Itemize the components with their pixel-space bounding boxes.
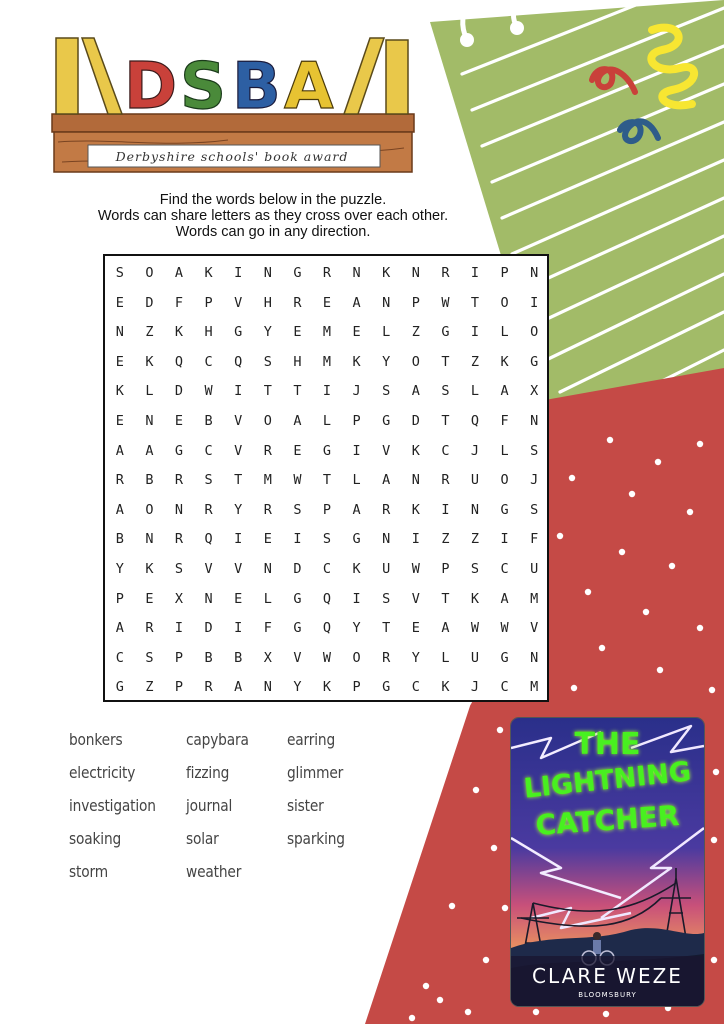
grid-letter[interactable]: E (115, 294, 124, 311)
grid-letter[interactable]: P (174, 679, 184, 696)
grid-letter[interactable]: K (441, 679, 450, 696)
grid-letter[interactable]: M (263, 472, 272, 489)
grid-letter[interactable]: V (234, 442, 243, 459)
grid-letter[interactable]: S (382, 383, 391, 400)
grid-letter[interactable]: I (530, 294, 539, 311)
word-list-item: capybara (186, 730, 249, 749)
grid-letter[interactable]: N (530, 413, 539, 429)
grid-letter[interactable]: E (115, 413, 124, 429)
grid-letter[interactable]: D (174, 383, 184, 400)
grid-letter[interactable]: O (500, 472, 509, 489)
word-list-item: earring (287, 730, 336, 749)
grid-letter[interactable]: B (145, 472, 154, 489)
book-cover (510, 717, 705, 1007)
logo-letter-a: A (284, 50, 334, 124)
grid-letter[interactable]: F (174, 294, 184, 311)
grid-letter[interactable]: N (411, 472, 420, 489)
grid-letter[interactable]: A (293, 413, 302, 429)
grid-letter[interactable]: B (115, 531, 124, 548)
grid-row (105, 672, 547, 702)
grid-letter[interactable]: I (234, 620, 243, 637)
grid-letter[interactable]: N (530, 649, 539, 666)
grid-letter[interactable]: L (500, 442, 509, 459)
grid-letter[interactable]: X (263, 649, 272, 666)
grid-letter[interactable]: Y (115, 561, 124, 577)
grid-letter[interactable]: L (263, 590, 272, 607)
grid-letter[interactable]: K (411, 442, 420, 459)
grid-letter[interactable]: P (441, 561, 450, 577)
grid-letter[interactable]: L (322, 413, 332, 429)
grid-letter[interactable]: M (530, 590, 539, 607)
grid-letter[interactable]: T (441, 413, 450, 429)
grid-letter[interactable]: Z (145, 324, 154, 341)
grid-letter[interactable]: G (293, 265, 302, 281)
grid-letter[interactable]: O (352, 649, 361, 666)
grid-letter[interactable]: G (322, 442, 332, 459)
grid-letter[interactable]: H (204, 324, 213, 341)
grid-letter[interactable]: W (293, 472, 302, 489)
grid-letter[interactable]: G (234, 324, 243, 341)
grid-letter[interactable]: V (234, 413, 243, 429)
grid-letter[interactable]: R (263, 442, 272, 459)
grid-letter[interactable]: A (174, 265, 184, 281)
grid-letter[interactable]: E (234, 590, 243, 607)
grid-letter[interactable]: A (115, 620, 124, 637)
grid-letter[interactable]: O (145, 501, 154, 518)
grid-letter[interactable]: L (145, 383, 154, 400)
grid-letter[interactable]: N (263, 679, 272, 696)
grid-letter[interactable]: L (470, 383, 480, 400)
grid-letter[interactable]: J (530, 472, 539, 489)
word-list-item: storm (69, 862, 108, 881)
grid-letter[interactable]: O (411, 353, 420, 370)
grid-letter[interactable]: Q (174, 353, 184, 370)
grid-letter[interactable]: K (145, 353, 154, 370)
grid-letter[interactable]: R (441, 472, 450, 489)
grid-letter[interactable]: W (470, 620, 480, 637)
grid-letter[interactable]: A (500, 383, 509, 400)
grid-letter[interactable]: H (293, 353, 302, 370)
grid-letter[interactable]: F (530, 531, 539, 548)
grid-letter[interactable]: Z (470, 353, 480, 370)
grid-letter[interactable]: G (352, 531, 361, 548)
grid-row (105, 613, 547, 643)
grid-letter[interactable]: R (293, 294, 302, 311)
grid-letter[interactable]: S (382, 590, 391, 607)
grid-letter[interactable]: T (441, 353, 450, 370)
grid-letter[interactable]: Y (382, 353, 391, 370)
grid-letter[interactable]: G (174, 442, 184, 459)
grid-letter[interactable]: N (263, 265, 272, 281)
grid-letter[interactable]: P (411, 294, 420, 311)
grid-letter[interactable]: C (204, 353, 213, 370)
word-list-item: weather (186, 862, 242, 881)
word-list-item: solar (186, 829, 219, 848)
word-list-item: fizzing (186, 763, 230, 782)
grid-letter[interactable]: N (115, 324, 124, 341)
grid-letter[interactable]: D (411, 413, 420, 429)
word-list-item: sparking (287, 829, 345, 848)
grid-letter[interactable]: V (530, 620, 539, 637)
grid-letter[interactable]: M (530, 679, 539, 696)
grid-letter[interactable]: E (293, 442, 302, 459)
grid-letter[interactable]: N (145, 413, 154, 429)
grid-letter[interactable]: C (204, 442, 213, 459)
logo-letter-s: S (180, 50, 227, 124)
grid-letter[interactable]: K (411, 501, 420, 518)
grid-row (105, 643, 547, 673)
word-list-item: electricity (69, 763, 136, 782)
grid-letter[interactable]: Q (322, 590, 332, 607)
grid-letter[interactable]: W (322, 649, 332, 666)
book-publisher: BLOOMSBURY (578, 991, 637, 999)
grid-letter[interactable]: R (174, 472, 184, 489)
grid-letter[interactable]: E (352, 324, 361, 341)
grid-letter[interactable]: Y (411, 649, 420, 666)
grid-row (105, 288, 547, 318)
grid-letter[interactable]: G (382, 413, 391, 429)
grid-letter[interactable]: F (263, 620, 272, 637)
grid-letter[interactable]: B (204, 413, 213, 429)
grid-letter[interactable]: A (352, 501, 361, 518)
word-list-item: glimmer (287, 763, 344, 782)
grid-letter[interactable]: A (115, 442, 124, 459)
grid-letter[interactable]: R (441, 265, 450, 281)
grid-letter[interactable]: I (470, 324, 480, 341)
grid-row (105, 376, 547, 406)
grid-letter[interactable]: B (204, 649, 213, 666)
grid-letter[interactable]: R (145, 620, 154, 637)
grid-row (105, 406, 547, 436)
grid-letter[interactable]: Q (470, 413, 480, 429)
grid-letter[interactable]: G (115, 679, 124, 696)
book-title-line: LIGHTNING (522, 756, 693, 805)
logo-subtitle: Derbyshire schools' book award (115, 149, 349, 164)
grid-row (105, 524, 547, 554)
grid-letter[interactable]: T (263, 383, 272, 400)
grid-letter[interactable]: S (263, 353, 272, 370)
grid-letter[interactable]: C (441, 442, 450, 459)
grid-letter[interactable]: I (234, 531, 243, 548)
grid-letter[interactable]: W (500, 620, 509, 637)
grid-letter[interactable]: L (500, 324, 509, 341)
grid-letter[interactable]: V (293, 649, 302, 666)
grid-letter[interactable]: Z (411, 324, 420, 341)
instructions (48, 192, 498, 240)
grid-letter[interactable]: K (352, 561, 361, 577)
grid-letter[interactable]: S (145, 649, 154, 666)
grid-letter[interactable]: G (382, 679, 391, 696)
grid-letter[interactable]: U (530, 561, 539, 577)
grid-letter[interactable]: O (500, 294, 509, 311)
grid-letter[interactable]: E (322, 294, 332, 311)
grid-letter[interactable]: N (263, 561, 272, 577)
grid-letter[interactable]: E (411, 620, 420, 637)
grid-letter[interactable]: E (145, 590, 154, 607)
grid-letter[interactable]: K (115, 383, 124, 400)
grid-letter[interactable]: S (470, 561, 480, 577)
grid-letter[interactable]: A (352, 294, 361, 311)
grid-letter[interactable]: G (293, 620, 302, 637)
grid-letter[interactable]: L (441, 649, 450, 666)
word-search-grid[interactable] (103, 254, 549, 702)
grid-letter[interactable]: K (145, 561, 154, 577)
grid-letter[interactable]: E (115, 353, 124, 370)
grid-letter[interactable]: C (411, 679, 420, 696)
grid-letter[interactable]: O (263, 413, 272, 429)
grid-letter[interactable]: V (234, 294, 243, 311)
grid-letter[interactable]: E (263, 531, 272, 548)
grid-letter[interactable]: X (174, 590, 184, 607)
grid-letter[interactable]: E (293, 324, 302, 341)
grid-letter[interactable]: N (382, 531, 391, 548)
grid-letter[interactable]: R (174, 531, 184, 548)
grid-letter[interactable]: R (115, 472, 124, 489)
grid-letter[interactable]: P (322, 501, 332, 518)
grid-letter[interactable]: T (382, 620, 391, 637)
grid-letter[interactable]: B (234, 649, 243, 666)
grid-letter[interactable]: I (411, 531, 420, 548)
grid-letter[interactable]: K (500, 353, 509, 370)
grid-letter[interactable]: W (204, 383, 213, 400)
grid-letter[interactable]: D (293, 561, 302, 577)
grid-letter[interactable]: D (204, 620, 213, 637)
grid-letter[interactable]: U (470, 472, 480, 489)
grid-letter[interactable]: G (500, 501, 509, 518)
grid-letter[interactable]: I (441, 501, 450, 518)
grid-letter[interactable]: K (382, 265, 391, 281)
grid-letter[interactable]: Q (234, 353, 243, 370)
grid-letter[interactable]: P (352, 679, 361, 696)
grid-letter[interactable]: H (263, 294, 272, 311)
grid-letter[interactable]: P (115, 590, 124, 607)
word-list-item: investigation (69, 796, 156, 815)
grid-letter[interactable]: C (500, 561, 509, 577)
grid-letter[interactable]: T (322, 472, 332, 489)
grid-letter[interactable]: A (441, 620, 450, 637)
instruction-line: Find the words below in the puzzle. (159, 192, 387, 208)
logo-letter-d: D (124, 50, 178, 124)
grid-letter[interactable]: N (411, 265, 420, 281)
grid-letter[interactable]: R (204, 501, 213, 518)
grid-letter[interactable]: I (322, 383, 332, 400)
grid-letter[interactable]: P (204, 294, 213, 311)
grid-letter[interactable]: O (145, 265, 154, 281)
grid-letter[interactable]: I (352, 590, 361, 607)
grid-letter[interactable]: W (411, 561, 420, 577)
grid-row (105, 317, 547, 347)
grid-letter[interactable]: C (500, 679, 509, 696)
book-title-line: CATCHER (534, 799, 681, 842)
grid-letter[interactable]: S (204, 472, 213, 489)
word-list-item: soaking (69, 829, 122, 848)
grid-letter[interactable]: K (352, 353, 361, 370)
grid-letter[interactable]: I (234, 265, 243, 281)
grid-letter[interactable]: J (470, 442, 480, 459)
grid-letter[interactable]: Q (204, 531, 213, 548)
grid-letter[interactable]: Z (145, 679, 154, 696)
grid-letter[interactable]: S (115, 265, 124, 281)
grid-letter[interactable]: Y (293, 679, 302, 696)
grid-letter[interactable]: I (470, 265, 480, 281)
grid-letter[interactable]: G (293, 590, 302, 607)
grid-letter[interactable]: K (470, 590, 480, 607)
grid-letter[interactable]: A (500, 590, 509, 607)
grid-letter[interactable]: U (470, 649, 480, 666)
grid-letter[interactable]: K (174, 324, 184, 341)
grid-letter[interactable]: P (174, 649, 184, 666)
book-author: CLARE WEZE (532, 964, 683, 988)
grid-letter[interactable]: J (352, 383, 361, 400)
grid-letter[interactable]: A (411, 383, 420, 400)
grid-letter[interactable]: R (204, 679, 213, 696)
grid-letter[interactable]: I (352, 442, 361, 459)
grid-letter[interactable]: Y (352, 620, 361, 637)
grid-letter[interactable]: X (530, 383, 539, 400)
grid-letter[interactable]: N (470, 501, 480, 518)
grid-letter[interactable]: G (530, 353, 539, 370)
grid-letter[interactable]: T (470, 294, 480, 311)
grid-letter[interactable]: S (530, 442, 539, 459)
grid-letter[interactable]: F (500, 413, 509, 429)
grid-letter[interactable]: N (352, 265, 361, 281)
word-list-item: journal (186, 796, 233, 815)
grid-row (105, 258, 547, 288)
grid-letter[interactable]: Y (263, 324, 272, 341)
grid-letter[interactable]: N (145, 531, 154, 548)
grid-letter[interactable]: C (115, 649, 124, 666)
grid-letter[interactable]: J (470, 679, 480, 696)
grid-letter[interactable]: I (234, 383, 243, 400)
grid-letter[interactable]: Z (441, 531, 450, 548)
grid-letter[interactable]: R (263, 501, 272, 518)
grid-letter[interactable]: N (382, 294, 391, 311)
grid-letter[interactable]: M (322, 353, 332, 370)
grid-letter[interactable]: V (411, 590, 420, 607)
instruction-line: Words can share letters as they cross over each other. (97, 208, 449, 224)
grid-letter[interactable]: N (204, 590, 213, 607)
grid-row (105, 554, 547, 584)
grid-letter[interactable]: T (441, 590, 450, 607)
grid-letter[interactable]: N (174, 501, 184, 518)
grid-letter[interactable]: K (204, 265, 213, 281)
grid-letter[interactable]: I (174, 620, 184, 637)
grid-letter[interactable]: V (382, 442, 391, 459)
grid-letter[interactable]: A (115, 501, 124, 518)
grid-letter[interactable]: L (382, 324, 391, 341)
grid-letter[interactable]: L (352, 472, 361, 489)
grid-letter[interactable]: E (174, 413, 184, 429)
grid-letter[interactable]: P (352, 413, 361, 429)
grid-letter[interactable]: K (322, 679, 332, 696)
grid-letter[interactable]: G (441, 324, 450, 341)
word-list-item: bonkers (69, 730, 123, 749)
grid-letter[interactable]: M (322, 324, 332, 341)
logo-letter-b: B (232, 50, 281, 124)
book-title-line: THE (574, 727, 641, 762)
grid-row (105, 584, 547, 614)
grid-letter[interactable]: V (204, 561, 213, 577)
grid-letter[interactable]: A (234, 679, 243, 696)
grid-letter[interactable]: Z (470, 531, 480, 548)
grid-row (105, 495, 547, 525)
grid-letter[interactable]: O (530, 324, 539, 341)
grid-letter[interactable]: U (382, 561, 391, 577)
grid-letter[interactable]: I (500, 531, 509, 548)
grid-row (105, 347, 547, 377)
grid-letter[interactable]: V (234, 561, 243, 577)
grid-letter[interactable]: S (293, 501, 302, 518)
grid-letter[interactable]: R (382, 501, 391, 518)
grid-row (105, 436, 547, 466)
grid-letter[interactable]: C (322, 561, 332, 577)
grid-letter[interactable]: Y (234, 501, 243, 518)
grid-letter[interactable]: A (145, 442, 154, 459)
grid-letter[interactable]: R (322, 265, 332, 281)
grid-letter[interactable]: I (293, 531, 302, 548)
instruction-line: Words can go in any direction. (175, 224, 371, 240)
grid-letter[interactable]: T (234, 472, 243, 489)
grid-letter[interactable]: S (530, 501, 539, 518)
grid-letter[interactable]: Q (322, 620, 332, 637)
grid-row (105, 465, 547, 495)
word-list-item: sister (287, 796, 324, 815)
grid-letter[interactable]: P (500, 265, 509, 281)
grid-letter[interactable]: S (174, 561, 184, 577)
grid-letter[interactable]: W (441, 294, 450, 311)
grid-letter[interactable]: S (322, 531, 332, 548)
grid-letter[interactable]: N (530, 265, 539, 281)
grid-letter[interactable]: S (441, 383, 450, 400)
grid-letter[interactable]: R (382, 649, 391, 666)
word-list (69, 730, 369, 900)
grid-letter[interactable]: T (293, 383, 302, 400)
grid-letter[interactable]: A (382, 472, 391, 489)
grid-letter[interactable]: D (145, 294, 154, 311)
grid-letter[interactable]: G (500, 649, 509, 666)
